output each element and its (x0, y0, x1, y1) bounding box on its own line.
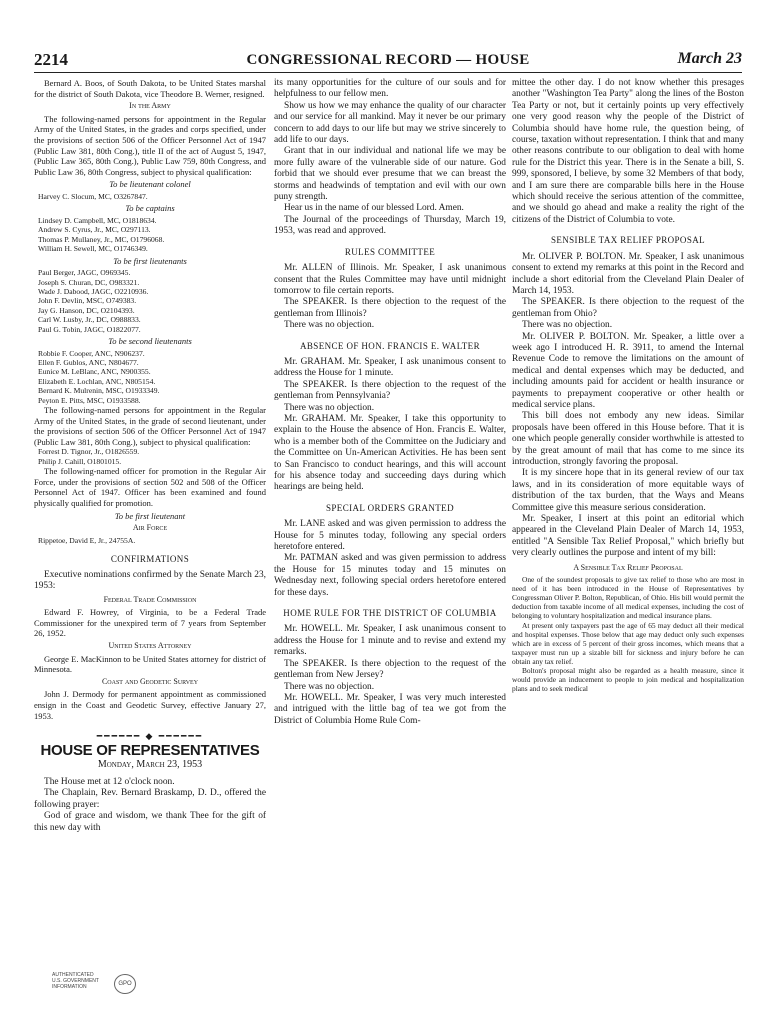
column-1 (34, 78, 266, 834)
paragraph: Mr. GRAHAM. Mr. Speaker, I take this opportunity to explain to the House the absence of Hon. Francis E. Walter, who is a member both of the Committee on the Judiciary and the Committee on Un-American Activities. He has been sent to San Francisco to conduct hearings, and this will account for his absence today and succeeding days during which hearings are being held. (274, 413, 506, 493)
section-heading: ABSENCE OF HON. FRANCIS E. WALTER (300, 340, 480, 351)
house-date: Monday, March 23, 1953 (97, 759, 203, 771)
paragraph: There was no objection. (284, 320, 375, 331)
gpo-authentication-seal (52, 972, 142, 990)
name-item: Eunice M. LeBlanc, ANC, N900355. (38, 367, 151, 377)
paragraph: The Chaplain, Rev. Bernard Braskamp, D. D., offered the following prayer: (34, 788, 266, 810)
column-2 (274, 78, 506, 727)
paragraph: Mr. Speaker, I insert at this point an editorial which appeared in the Cleveland Plain Dealer of March 14, 1953, entitled "A Sensible Tax Relief Proposal," which briefly but very clearly outlines the purpose and intent of my bill: (512, 514, 744, 559)
gpo-text-line: U.S. GOVERNMENT (52, 978, 99, 984)
page-date: March 23 (677, 50, 742, 67)
paragraph: The following-named persons for appointment in the Regular Army of the United States, in the grades and corps specified, under the provisions of section 506 of the Officer Personnel Act of 1947 (Public Law 381, 80th Cong.), title II of the act of August 5, 1947, (Public Law 365, 80th Cong.), Public Law 759, 80th Congress, and Public Law 36, 80th Congress, subject to physical qualification: (34, 113, 266, 177)
paragraph: God of grace and wisdom, we thank Thee for the gift of this new day with (34, 811, 266, 833)
house-section-header (34, 731, 266, 759)
paragraph: This bill does not embody any new ideas. Similar proposals have been offered in this House before. That it is one which people generally consider worthwhile is attested to by the great amount of mail that has come to me since its introduction, strongly favoring the proposal. (512, 411, 744, 467)
paragraph: Mr. GRAHAM. Mr. Speaker, I ask unanimous consent to address the House for 1 minute. (274, 356, 506, 379)
paragraph: The SPEAKER. Is there objection to the request of the gentleman from Ohio? (512, 297, 744, 319)
gpo-logo-icon: GPO (114, 974, 136, 994)
paragraph: Mr. PATMAN asked and was given permission to address the House for 15 minutes today and 15 minutes on Wednesday next, following special orders heretofore entered for these days. (274, 553, 506, 598)
paragraph: There was no objection. (522, 320, 613, 331)
rank-heading: To be captains (125, 203, 175, 214)
rank-heading: To be first lieutenants (113, 255, 187, 266)
section-heading-army: In the Army (129, 101, 171, 111)
name-item: Paul G. Tobin, JAGC, O1822077. (38, 324, 141, 334)
name-item: John F. Devlin, MSC, O749383. (38, 296, 137, 306)
paragraph: Hear us in the name of our blessed Lord. Amen. (284, 203, 464, 214)
paragraph: its many opportunities for the culture of our souls and for helpfulness to our fellow men. (274, 78, 506, 100)
paragraph: Mr. OLIVER P. BOLTON. Mr. Speaker, I ask unanimous consent to extend my remarks at this point in the Record and include a short editorial from the Cleveland Plain Dealer of March 14, 1953. (512, 251, 744, 296)
section-heading-air-force: Air Force (132, 523, 168, 533)
name-item: Paul Berger, JAGC, O969345. (38, 268, 131, 278)
paragraph: One of the soundest proposals to give tax relief to those who are most in need of it has been introduced in the House of Representatives by Congressman Oliver P. Bolton, Republican, of Ohio. His bill would permit the deduction from taxable income of all medical expenses, including the cost of belonging to voluntary hospitalization and medical insurance plans. (512, 575, 744, 621)
paragraph: The SPEAKER. Is there objection to the request of the gentleman from New Jersey? (274, 658, 506, 681)
name-item: Jay G. Hanson, DC, O2104393. (38, 305, 135, 315)
paragraph: The following-named persons for appointment in the Regular Army of the United States, in the grade of second lieutenant, under the provisions of section 506 of the Officer Personnel Act of 1947 (Public Law 381, 80th Cong.), subject to physical qualification: (34, 405, 266, 447)
paragraph: The SPEAKER. Is there objection to the request of the gentleman from Illinois? (274, 297, 506, 319)
name-item: William H. Sewell, MC, O1746349. (38, 244, 148, 254)
section-heading: HOME RULE FOR THE DISTRICT OF COLUMBIA (283, 608, 497, 619)
ornament-divider: ━━━━━━ ◆ ━━━━━━ (96, 731, 204, 742)
name-item: Forrest D. Tignor, Jr., O1826559. (38, 447, 140, 457)
paragraph: Mr. OLIVER P. BOLTON. Mr. Speaker, a little over a week ago I introduced H. R. 3911, to amend the Internal Revenue Code to remove the limitations on the amount of medical and dental expenses which may be deducted, and including amounts paid for accident or health insurance or payments to prepayment cooperative or other health or medical service plans. (512, 331, 744, 410)
name-item: Philip J. Cahill, O1801015. (38, 456, 122, 466)
paragraph: Grant that in our individual and national life we may be more fully aware of the vulnerable side of our nature. God forbid that we should ever presume that we can breast the storms and headwinds of temptation and evil with our own puny strength. (274, 146, 506, 203)
name-item: Robbie F. Cooper, ANC, N906237. (38, 348, 145, 358)
section-heading: SPECIAL ORDERS GRANTED (326, 502, 454, 513)
name-item: Rippetoe, David E, Jr., 24755A. (38, 535, 136, 545)
paragraph: Mr. ALLEN of Illinois. Mr. Speaker, I ask unanimous consent that the Rules Committee may have until midnight tomorrow to file certain reports. (274, 263, 506, 296)
rank-heading: To be lieutenant colonel (109, 179, 191, 190)
paragraph: The following-named officer for promotion in the Regular Air Force, under the provisions of section 502 and 508 of the Officer Personnel Act of 1947. Officer has been examined and found physically qualified for promotion. (34, 466, 266, 508)
name-item: Joseph S. Churan, DC, O983321. (38, 277, 140, 287)
section-heading: SENSIBLE TAX RELIEF PROPOSAL (550, 235, 706, 246)
paragraph: Mr. HOWELL. Mr. Speaker, I was very much interested and intrigued with the little bag of tea we got from the District of Columbia Home Rule Com- (274, 692, 506, 726)
header-rule (34, 72, 742, 73)
page-number: 2214 (34, 50, 68, 69)
paragraph: It is my sincere hope that in its general review of our tax laws, and in its consideration of more equitable ways of distribution of the tax burden, that the Ways and Means Committee give this measure serious consideration. (512, 468, 744, 513)
editorial-heading: A Sensible Tax Relief Proposal (573, 562, 683, 572)
paragraph: George E. MacKinnon to be United States attorney for district of Minnesota. (34, 653, 266, 675)
house-title: HOUSE OF REPRESENTATIVES (40, 741, 260, 759)
column-3 (512, 78, 744, 693)
paragraph: There was no objection. (284, 402, 375, 413)
paragraph: Show us how we may enhance the quality of our character and our service for all mankind. May it never be our primary concern to add days to our life but may we strive sincerely to add life to our days. (274, 100, 506, 146)
rank-heading: To be second lieutenants (108, 336, 192, 346)
name-item: Elizabeth E. Lochlan, ANC, N805154. (38, 376, 156, 386)
name-item: Wade J. Dabood, JAGC, O2210936. (38, 286, 149, 296)
gpo-text-line: AUTHENTICATED (52, 972, 94, 978)
paragraph: There was no objection. (284, 681, 375, 692)
section-heading: RULES COMMITTEE (344, 246, 436, 257)
section-heading-us-attorney: United States Attorney (108, 640, 192, 650)
paragraph: Edward F. Howrey, of Virginia, to be a Federal Trade Commissioner for the unexpired term of 7 years from September 26, 1952. (34, 607, 266, 639)
paragraph: John J. Dermody for permanent appointment as commissioned ensign in the Coast and Geodetic Survey, effective January 27, 1953. (34, 689, 266, 721)
section-heading-ftc: Federal Trade Commission (103, 594, 197, 604)
page-header (34, 50, 742, 72)
paragraph: Mr. LANE asked and was given permission to address the House for 5 minutes today, following any special orders heretofore entered. (274, 519, 506, 553)
rank-heading: To be first lieutenant (114, 510, 186, 521)
paragraph: Executive nominations confirmed by the Senate March 23, 1953: (34, 569, 266, 592)
paragraph: mittee the other day. I do not know whether this presages another "Washington Tea Party" along the lines of the Boston Tea Party or not, but it certainly points up very effectively one very good reason why the people of the District of Columbia should have home rule, the question being, of course, taxation without representation. I think that and many other reasons contribute to our obligation to deal with home rule for the District this year. There is in the Senate a bill, S. 999, sponsored, I believe, by some 32 Members of that body, and I am sure there are comparable bills here in the House which should receive the serious attention of the committee, and we should go ahead and make a reality the right of the citizens of the District of Columbia to vote. (512, 78, 744, 225)
paragraph: At present only taxpayers past the age of 65 may deduct all their medical and hospital expenses. Those below that age may deduct only such expenses which are in excess of 5 percent of their gross incomes, which means that a taxpayer must run up a sizable bill for sickness and injury before he can obtain any tax relief. (512, 620, 744, 666)
name-item: Ellen F. Gublos, ANC, N804677. (38, 358, 139, 367)
name-item: Bernard K. Mulrenin, MSC, O1933349. (38, 386, 160, 396)
confirmations-heading: CONFIRMATIONS (110, 554, 190, 565)
gpo-text-line: INFORMATION (52, 984, 87, 990)
name-item: Peyton E. Pitts, MSC, O1933588. (38, 395, 141, 405)
paragraph: The House met at 12 o'clock noon. (44, 776, 175, 787)
page-title: CONGRESSIONAL RECORD — HOUSE (246, 52, 530, 68)
section-heading-coast-survey: Coast and Geodetic Survey (101, 676, 199, 686)
paragraph: The Journal of the proceedings of Thursday, March 19, 1953, was read and approved. (274, 214, 506, 237)
name-item: Harvey C. Slocum, MC, O3267847. (38, 191, 148, 201)
name-item: Thomas P. Mullaney, Jr., MC, O1796068. (38, 234, 165, 244)
paragraph: Bolton's proposal might also be regarded as a health measure, since it would provide an inducement to people to join medical and hospitalization plans and to seek medical (512, 666, 744, 694)
name-item: Andrew S. Cyrus, Jr., MC, O297113. (38, 225, 151, 235)
paragraph: Bernard A. Boos, of South Dakota, to be United States marshal for the district of South Dakota, vice Theodore B. Werner, resigned. (34, 78, 266, 99)
name-item: Carl W. Lusby, Jr., DC, O988833. (38, 315, 141, 325)
name-item: Lindsey D. Campbell, MC, O1818634. (38, 215, 157, 225)
paragraph: Mr. HOWELL. Mr. Speaker, I ask unanimous consent to address the House for 1 minute and to revise and extend my remarks. (274, 624, 506, 658)
paragraph: The SPEAKER. Is there objection to the request of the gentleman from Pennsylvania? (274, 379, 506, 402)
